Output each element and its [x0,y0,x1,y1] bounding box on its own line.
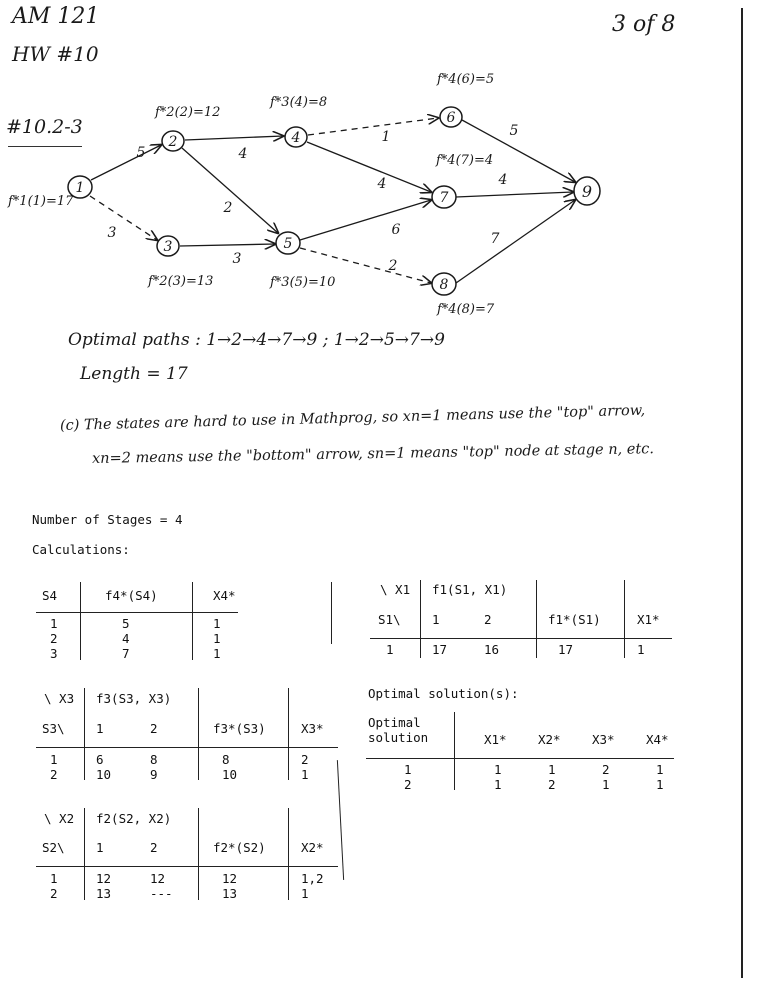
stage2-header-f: f2(S2, X2) [96,811,172,826]
edge-2-4-weight: 4 [238,146,248,162]
stage2-header-xs: X2* [301,840,324,855]
stage2-header-s: S2\ [42,840,65,855]
stage3-row2-s: 2 [50,767,58,782]
stage1-row1-s: 1 [386,642,394,657]
optimal-header-x4: X4* [646,732,669,747]
stage3-right-stroke [337,760,345,880]
stage1-header-s: S1\ [378,612,401,627]
edge-3-5 [180,244,275,246]
edge-1-2 [91,145,161,180]
stage2-row2-xs: 1 [301,886,309,901]
edge-4-6-weight: 1 [381,129,391,145]
stage1-header-fs: f1*(S1) [548,612,601,627]
stage2-row1-c1: 12 [96,871,112,886]
stage3-row1-c1: 6 [96,752,104,767]
stage4-row1-f: 5 [122,616,130,631]
node-8-value: f*4(8)=7 [437,302,495,317]
stage1-col1: 1 [432,612,440,627]
optimal-row2-x2: 2 [548,777,556,792]
node-7-value: f*4(7)=4 [436,153,494,168]
stage2-row2-fs: 13 [222,886,238,901]
optimal-row1-x4: 1 [656,762,664,777]
node-4-value: f*3(4)=8 [270,95,328,110]
optimal-header-line2: solution [368,730,429,745]
stage2-divider-1 [84,808,85,900]
edge-4-7-weight: 4 [377,176,387,192]
node-8-number: 8 [439,277,449,293]
edge-3-5-weight: 3 [232,251,242,267]
edge-5-8-weight: 2 [388,258,398,274]
optimal-header-x2: X2* [538,732,561,747]
node-6-number: 6 [446,110,456,126]
stage2-divider-3 [288,808,289,900]
stage4-header-rule [36,612,238,613]
stage3-header-s: S3\ [42,721,65,736]
number-of-stages: Number of Stages = 4 [32,512,183,527]
node-1-number: 1 [75,180,85,196]
stage1-header-f: f1(S1, X1) [432,582,508,597]
stage4-divider-2 [192,582,193,660]
stage1-header-x: \ X1 [380,582,411,597]
stage1-row1-c1: 17 [432,642,448,657]
stage2-row1-fs: 12 [222,871,238,886]
optimal-solutions-title: Optimal solution(s): [368,686,519,701]
edge-8-9 [456,200,575,283]
stage3-row1-fs: 8 [222,752,230,767]
stage3-header-fs: f3*(S3) [213,721,266,736]
stage1-row1-xs: 1 [637,642,645,657]
optimal-header-x3: X3* [592,732,615,747]
optimal-row1-x2: 1 [548,762,556,777]
part-c-note-line2: xn=2 means use the "bottom" arrow, sn=1 means "top" node at stage n, etc. [91,441,655,467]
stage1-divider-3 [624,580,625,658]
stage4-header-s: S4 [42,588,58,603]
stage2-header-rule [36,866,338,867]
node-4-number: 4 [291,130,301,146]
optimal-row2-x1: 1 [494,777,502,792]
stage1-divider-1 [420,580,421,658]
node-3-number: 3 [163,239,173,255]
stage4-row1-x: 1 [213,616,221,631]
stage3-header-xs: X3* [301,721,324,736]
optimal-paths-note: Optimal paths : 1→2→4→7→9 ; 1→2→5→7→9 [68,330,445,350]
stage4-row3-x: 1 [213,646,221,661]
stage3-header-x: \ X3 [44,691,75,706]
course-title: AM 121 [12,4,100,29]
node-3-value: f*2(3)=13 [148,274,214,289]
part-c-note-line1: (c) The states are hard to use in Mathprog, so xn=1 means use the "top" arrow, [59,402,646,434]
optimal-header-rule [366,758,674,759]
stage2-col2: 2 [150,840,158,855]
stage1-header-xs: X1* [637,612,660,627]
calculations-heading: Calculations: [32,542,130,557]
stage2-row1-xs: 1,2 [301,871,324,886]
page-number: 3 of 8 [612,12,676,37]
stage3-col1: 1 [96,721,104,736]
stage3-header-f: f3(S3, X3) [96,691,172,706]
edge-2-4 [185,136,283,140]
edge-8-9-weight: 7 [490,231,500,247]
stage4-row1-s: 1 [50,616,58,631]
node-9-number: 9 [581,182,593,201]
stage2-col1: 1 [96,840,104,855]
stage4-row3-s: 3 [50,646,58,661]
edge-2-5 [182,148,278,233]
stage3-row2-c1: 10 [96,767,112,782]
stage3-row2-fs: 10 [222,767,238,782]
stage3-row1-s: 1 [50,752,58,767]
edge-7-9-weight: 4 [498,172,508,188]
stage2-row2-c2: --- [150,886,173,901]
stage1-row1-c2: 16 [484,642,500,657]
network-graph [0,0,765,340]
stage4-header-f: f4*(S4) [105,588,158,603]
stage4-divider-1 [80,582,81,660]
edge-1-2-weight: 5 [136,145,146,161]
stage4-row2-s: 2 [50,631,58,646]
stage4-right-stroke [331,582,332,644]
edge-4-6 [308,118,438,135]
stage4-header-x: X4* [213,588,236,603]
edge-7-9 [456,192,573,197]
stage2-row2-c1: 13 [96,886,112,901]
length-note: Length = 17 [80,364,188,384]
optimal-row2-x4: 1 [656,777,664,792]
stage3-header-rule [36,747,338,748]
optimal-header-x1: X1* [484,732,507,747]
edge-1-3 [90,196,157,240]
stage3-row1-xs: 2 [301,752,309,767]
node-2-number: 2 [168,134,178,150]
stage3-divider-3 [288,688,289,780]
edge-1-3-weight: 3 [107,225,117,241]
stage2-row1-s: 1 [50,871,58,886]
optimal-row2-x3: 1 [602,777,610,792]
edge-4-7 [307,142,431,192]
stage2-row2-s: 2 [50,886,58,901]
stage4-row2-x: 1 [213,631,221,646]
optimal-divider [454,712,455,790]
node-1-value: f*1(1)=17 [8,194,74,209]
stage4-row3-f: 7 [122,646,130,661]
stage1-col2: 2 [484,612,492,627]
stage3-row2-c2: 9 [150,767,158,782]
optimal-row1-n: 1 [404,762,412,777]
stage2-divider-2 [198,808,199,900]
optimal-header-line1: Optimal [368,715,421,730]
edge-5-7-weight: 6 [391,222,401,238]
stage1-header-rule [370,638,672,639]
stage2-header-fs: f2*(S2) [213,840,266,855]
stage3-divider-2 [198,688,199,780]
edge-6-9-weight: 5 [509,123,519,139]
stage3-row2-xs: 1 [301,767,309,782]
homework-number: HW #10 [12,42,99,66]
stage2-header-x: \ X2 [44,811,75,826]
optimal-row1-x3: 2 [602,762,610,777]
edge-2-5-weight: 2 [223,200,233,216]
stage3-row1-c2: 8 [150,752,158,767]
node-5-value: f*3(5)=10 [270,275,336,290]
edge-6-9 [462,120,575,182]
problem-number: #10.2-3 [6,116,83,138]
node-2-value: f*2(2)=12 [155,105,221,120]
stage3-divider-1 [84,688,85,780]
optimal-row2-n: 2 [404,777,412,792]
optimal-row1-x1: 1 [494,762,502,777]
stage1-row1-fs: 17 [558,642,574,657]
node-7-number: 7 [439,190,449,206]
node-5-number: 5 [283,236,293,252]
node-6-value: f*4(6)=5 [437,72,495,87]
stage1-divider-2 [536,580,537,658]
stage2-row1-c2: 12 [150,871,166,886]
stage3-col2: 2 [150,721,158,736]
edge-5-7 [300,200,431,240]
stage4-row2-f: 4 [122,631,130,646]
